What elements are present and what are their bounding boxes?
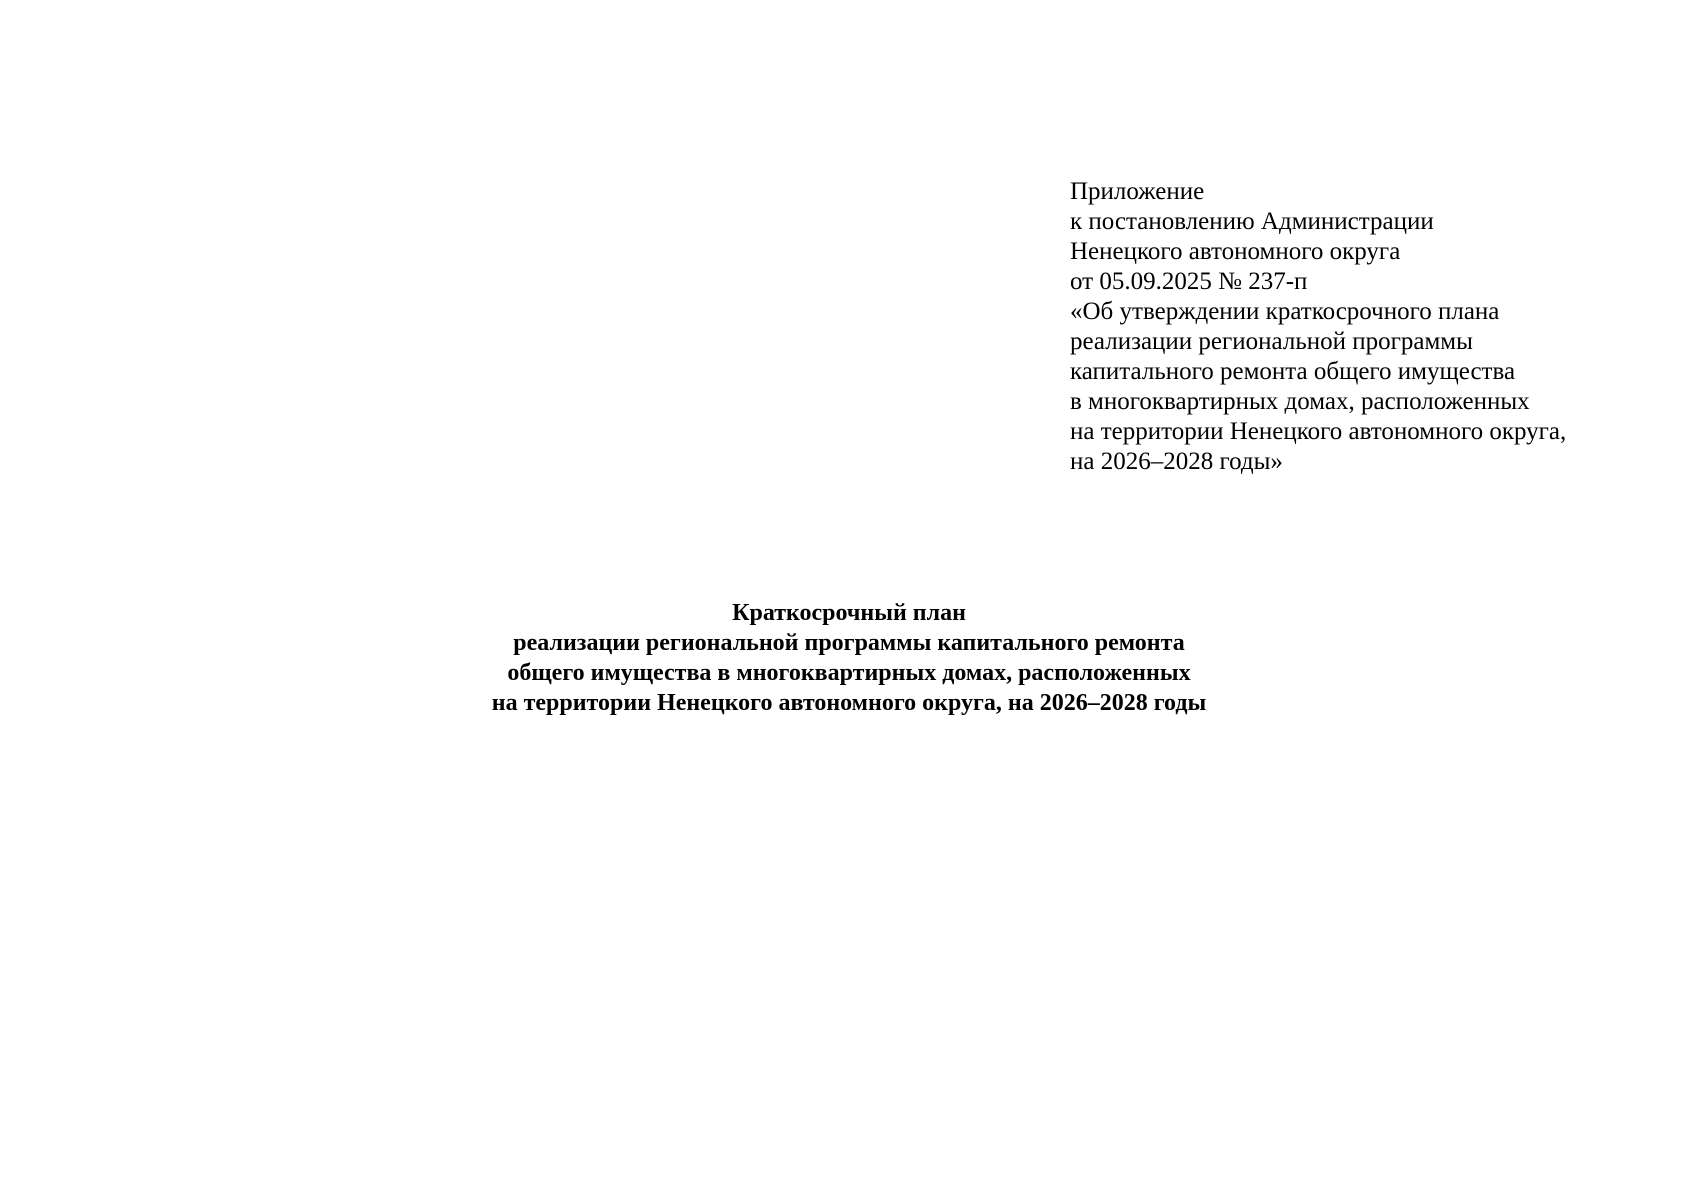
appendix-line: Приложение (1070, 178, 1205, 205)
title-line: общего имущества в многоквартирных домах, расположенных (507, 660, 1191, 686)
appendix-line: от 05.09.2025 № 237-п (1070, 268, 1308, 295)
appendix-line: капитального ремонта общего имущества (1070, 358, 1516, 385)
appendix-line: к постановлению Администрации (1070, 208, 1434, 235)
appendix-line: реализации региональной программы (1070, 328, 1473, 355)
document-title (0, 598, 1698, 718)
appendix-line: «Об утверждении краткосрочного плана (1070, 298, 1500, 325)
title-line: Краткосрочный план (732, 600, 966, 626)
title-line: на территории Ненецкого автономного округа, на 2026–2028 годы (491, 690, 1207, 716)
appendix-line: Ненецкого автономного округа (1070, 238, 1401, 265)
appendix-line: на территории Ненецкого автономного округа, (1070, 418, 1567, 445)
appendix-line: на 2026–2028 годы» (1070, 448, 1283, 475)
appendix-header (1070, 177, 1670, 477)
title-line: реализации региональной программы капитального ремонта (513, 630, 1185, 656)
appendix-line: в многоквартирных домах, расположенных (1070, 388, 1530, 415)
